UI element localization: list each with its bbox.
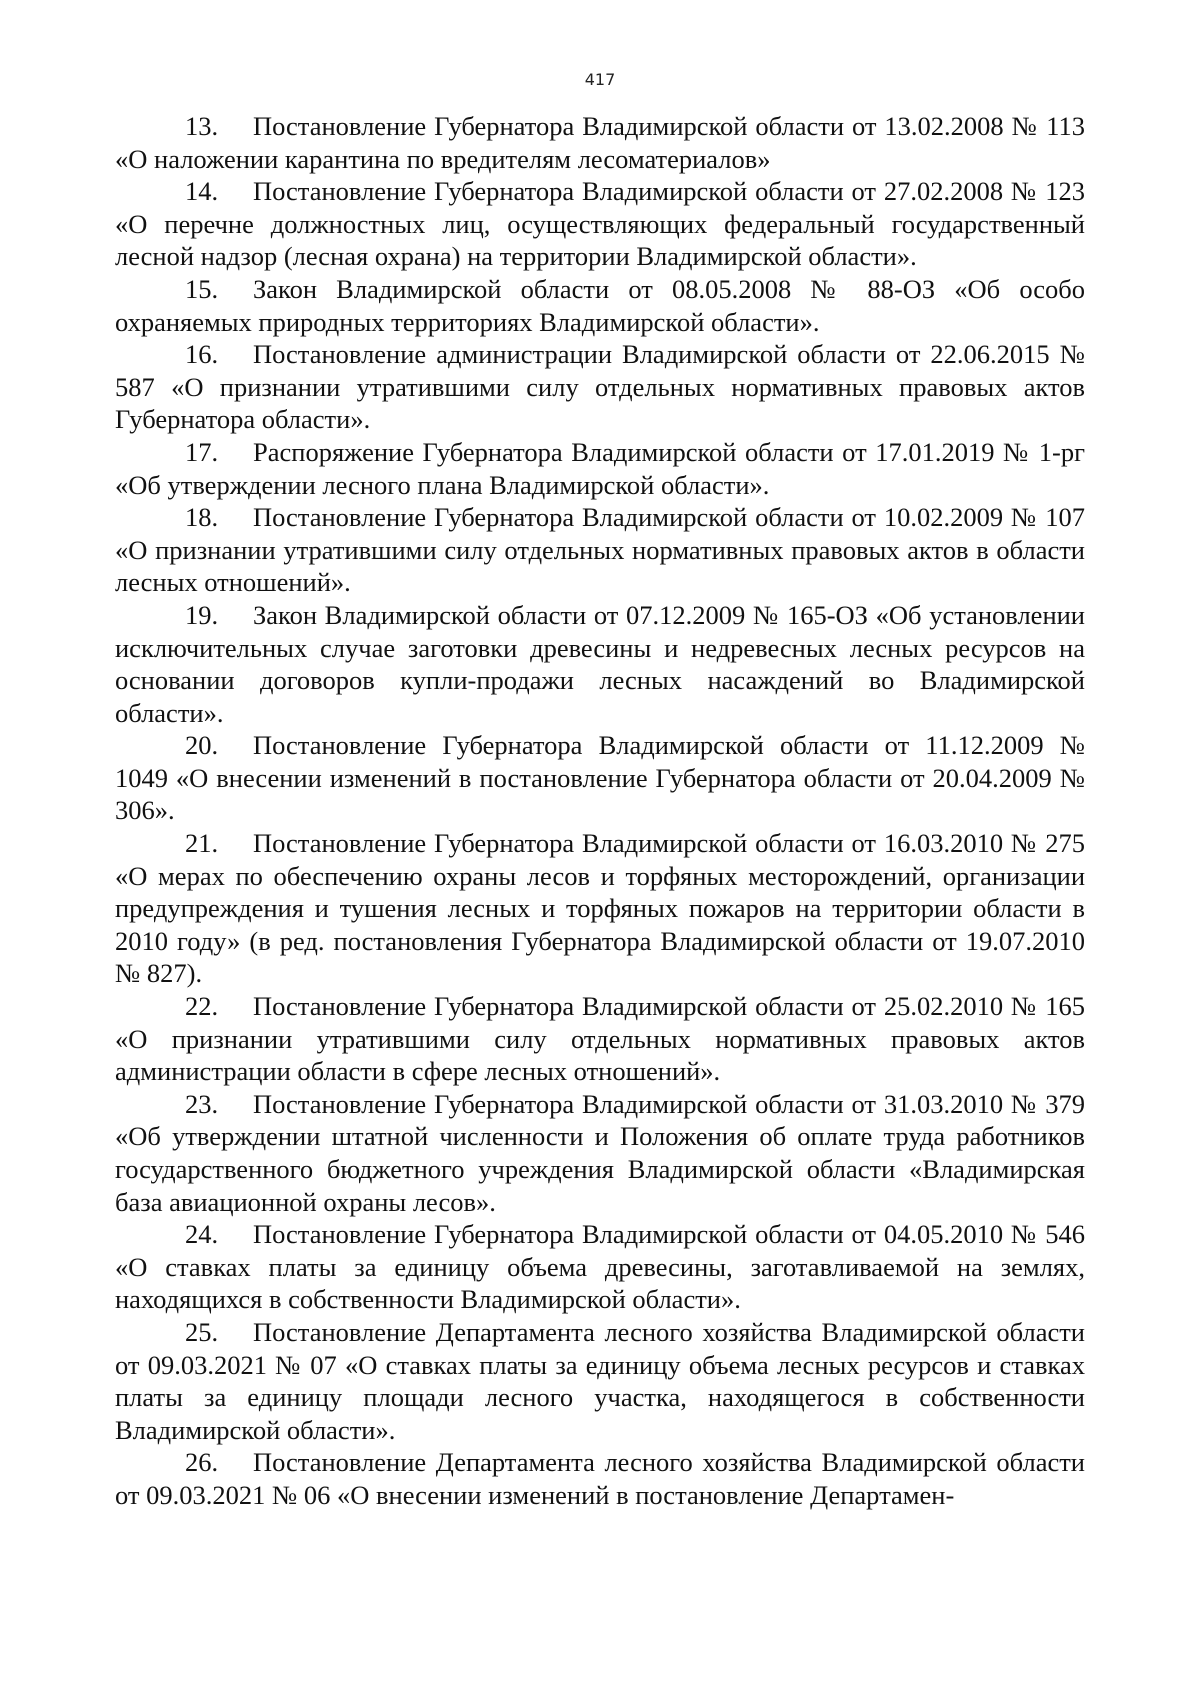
item-text: Постановление Губернатора Владимирской области от 16.03.2010 № 275 «О мерах по обеспечению охраны лесов и торфяных месторождений, организации предупреждения и тушения лесных и торфяных пожаров на территории области в 2010 году» (в ред. постановления Губернатора Владимирской области от 19.07.2010 № 827).: [115, 828, 1085, 989]
item-text: Постановление Губернатора Владимирской области от 04.05.2010 № 546 «О ставках платы за единицу объема древесины, заготавливаемой на землях, находящихся в собственности Владимирской области».: [115, 1219, 1085, 1315]
item-number: 13.: [185, 111, 219, 141]
item-text: Постановление Губернатора Владимирской области от 25.02.2010 № 165 «О признании утратившими силу отдельных нормативных правовых актов администрации области в сфере лесных отношений».: [115, 991, 1085, 1087]
item-text: Постановление Департамента лесного хозяйства Владимирской области от 09.03.2021 № 06 «О внесении изменений в постановление Департамен-: [115, 1447, 1085, 1510]
item-text: Постановление Губернатора Владимирской области от 10.02.2009 № 107 «О признании утратившими силу отдельных нормативных правовых актов в области лесных отношений».: [115, 502, 1085, 598]
list-item: [115, 1446, 1085, 1511]
list-item: [115, 175, 1085, 273]
item-text: Постановление Губернатора Владимирской области от 13.02.2008 № 113 «О наложении карантина по вредителям лесоматериалов»: [115, 111, 1085, 174]
item-number: 18.: [185, 502, 219, 533]
list-item: [115, 273, 1085, 338]
item-text: Распоряжение Губернатора Владимирской области от 17.01.2019 № 1-рг «Об утверждении лесного плана Владимирской области».: [115, 436, 1085, 500]
item-number: 19.: [185, 599, 219, 630]
item-number: 20.: [185, 730, 219, 761]
item-number: 17.: [185, 436, 219, 467]
list-item: [115, 1218, 1085, 1316]
item-number: 26.: [185, 1447, 219, 1478]
item-text: Постановление Губернатора Владимирской области от 11.12.2009 № 1049 «О внесении изменений в постановление Губернатора области от 20.04.2009 № 306».: [115, 730, 1085, 826]
list-item: [115, 501, 1085, 599]
item-number: 23.: [185, 1088, 219, 1119]
item-text: Закон Владимирской области от 08.05.2008 № 88-ОЗ «Об особо охраняемых природных территориях Владимирской области».: [115, 273, 1085, 337]
list-item: [115, 827, 1085, 990]
item-text: Закон Владимирской области от 07.12.2009 № 165-ОЗ «Об установлении исключительных случае заготовки древесины и недревесных лесных ресурсов на основании договоров купли-продажи лесных насаждений во Владимирской области».: [115, 599, 1085, 728]
item-text: Постановление администрации Владимирской области от 22.06.2015 № 587 «О признании утратившими силу отдельных нормативных правовых актов Губернатора области».: [115, 339, 1085, 435]
item-text: Постановление Губернатора Владимирской области от 27.02.2008 № 123 «О перечне должностных лиц, осуществляющих федеральный государственный лесной надзор (лесная охрана) на территории Владимирской области».: [115, 176, 1085, 272]
list-item: [115, 338, 1085, 436]
document-body: [115, 110, 1085, 1512]
item-number: 22.: [185, 991, 219, 1022]
item-number: 24.: [185, 1219, 219, 1250]
item-number: 25.: [185, 1316, 219, 1347]
list-item: [115, 436, 1085, 501]
list-item: [115, 110, 1085, 175]
list-item: [115, 1088, 1085, 1218]
item-text: Постановление Губернатора Владимирской области от 31.03.2010 № 379 «Об утверждении штатной численности и Положения об оплате труда работников государственного бюджетного учреждения Владимирской области «Владимирская база авиационной охраны лесов».: [115, 1088, 1085, 1217]
list-item: [115, 729, 1085, 827]
list-item: [115, 990, 1085, 1088]
list-item: [115, 1316, 1085, 1446]
item-number: 14.: [185, 176, 219, 207]
item-number: 21.: [185, 828, 219, 859]
item-number: 15.: [185, 273, 219, 304]
item-text: Постановление Департамента лесного хозяйства Владимирской области от 09.03.2021 № 07 «О ставках платы за единицу объема лесных ресурсов и ставках платы за единицу площади лесного участка, находящегося в собственности Владимирской области».: [115, 1316, 1085, 1445]
item-number: 16.: [185, 339, 219, 370]
list-item: [115, 599, 1085, 729]
page-number: 417: [584, 70, 616, 89]
